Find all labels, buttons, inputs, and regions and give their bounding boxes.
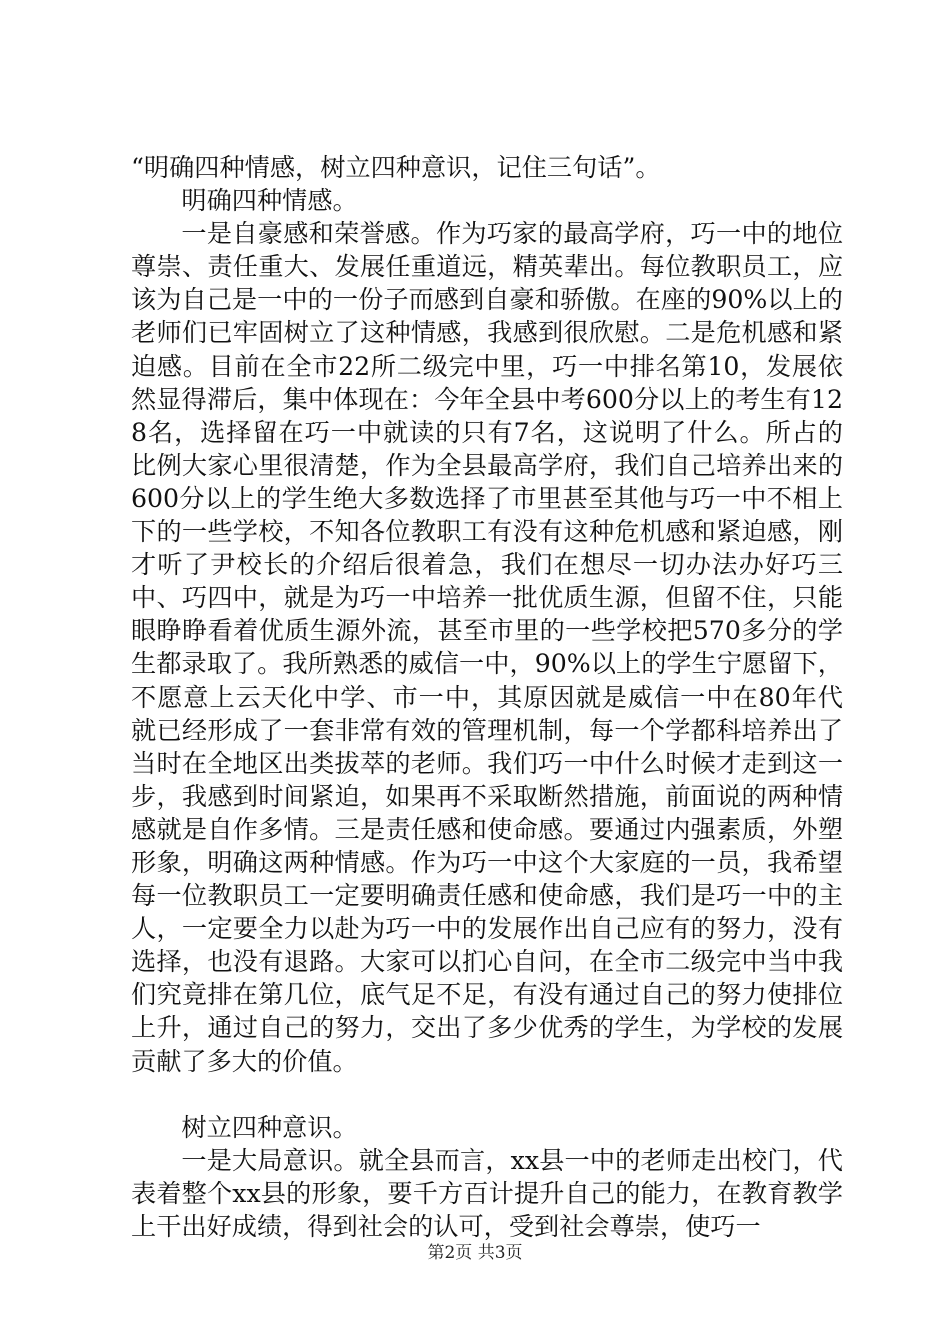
page-number-footer: 第2页 共3页	[427, 1243, 523, 1263]
heading-four-awareness: 树立四种意识。	[181, 1112, 358, 1142]
heading-four-emotions: 明确四种情感。	[181, 186, 358, 216]
paragraph-four-emotions-detail: 一是自豪感和荣誉感。作为巧家的最高学府，巧一中的地位尊崇、责任重大、发展任重道远，精英辈出。每位教职员工，应该为自己是一中的一份子而感到自豪和骄傲。在座的90%以上的老师们已牢固树立了这种情感，我感到很欣慰。二是危机感和紧迫感。目前在全市22所二级完中里，巧一中排名第10，发展依然显得滞后，集中体现在：今年全县中考600分以上的考生有128名，选择留在巧一中就读的只有7名，这说明了什么。所占的比例大家心里很清楚，作为全县最高学府，我们自己培养出来的600分以上的学生绝大多数选择了市里甚至其他与巧一中不相上下的一些学校，不知各位教职工有没有这种危机感和紧迫感，刚才听了尹校长的介绍后很着急，我们在想尽一切办法办好巧三中、巧四中，就是为巧一中培养一批优质生源，但留不住，只能眼睁睁看着优质生源外流，甚至市里的一些学校把570多分的学生都录取了。我所熟悉的威信一中，90%以上的学生宁愿留下，不愿意上云天化中学、市一中，其原因就是威信一中在80年代就已经形成了一套非常有效的管理机制，每一个学都科培养出了当时在全地区出类拔萃的老师。我们巧一中什么时候才走到这一步，我感到时间紧迫，如果再不采取断然措施，前面说的两种情感就是自作多情。三是责任感和使命感。要通过内强素质，外塑形象，明确这两种情感。作为巧一中这个大家庭的一员，我希望每一位教职员工一定要明确责任感和使命感，我们是巧一中的主人，一定要全力以赴为巧一中的发展作出自己应有的努力，没有选择，也没有退路。大家可以扪心自问，在全市二级完中当中我们究竟排在第几位，底气足不足，有没有通过自己的努力使排位上升，通过自己的努力，交出了多少优秀的学生，为学校的发展贡献了多大的价值。	[131, 219, 843, 1076]
paragraph-spacer	[131, 1078, 843, 1111]
paragraph-awareness-detail: 一是大局意识。就全县而言，xx县一中的老师走出校门，代表着整个xx县的形象，要千方百计提升自己的能力，在教育教学上干出好成绩，得到社会的认可，受到社会尊崇，使巧一	[131, 1145, 843, 1241]
paragraph-intro-quote: “明确四种情感，树立四种意识，记住三句话”。	[131, 153, 661, 182]
document-body	[131, 151, 843, 1243]
